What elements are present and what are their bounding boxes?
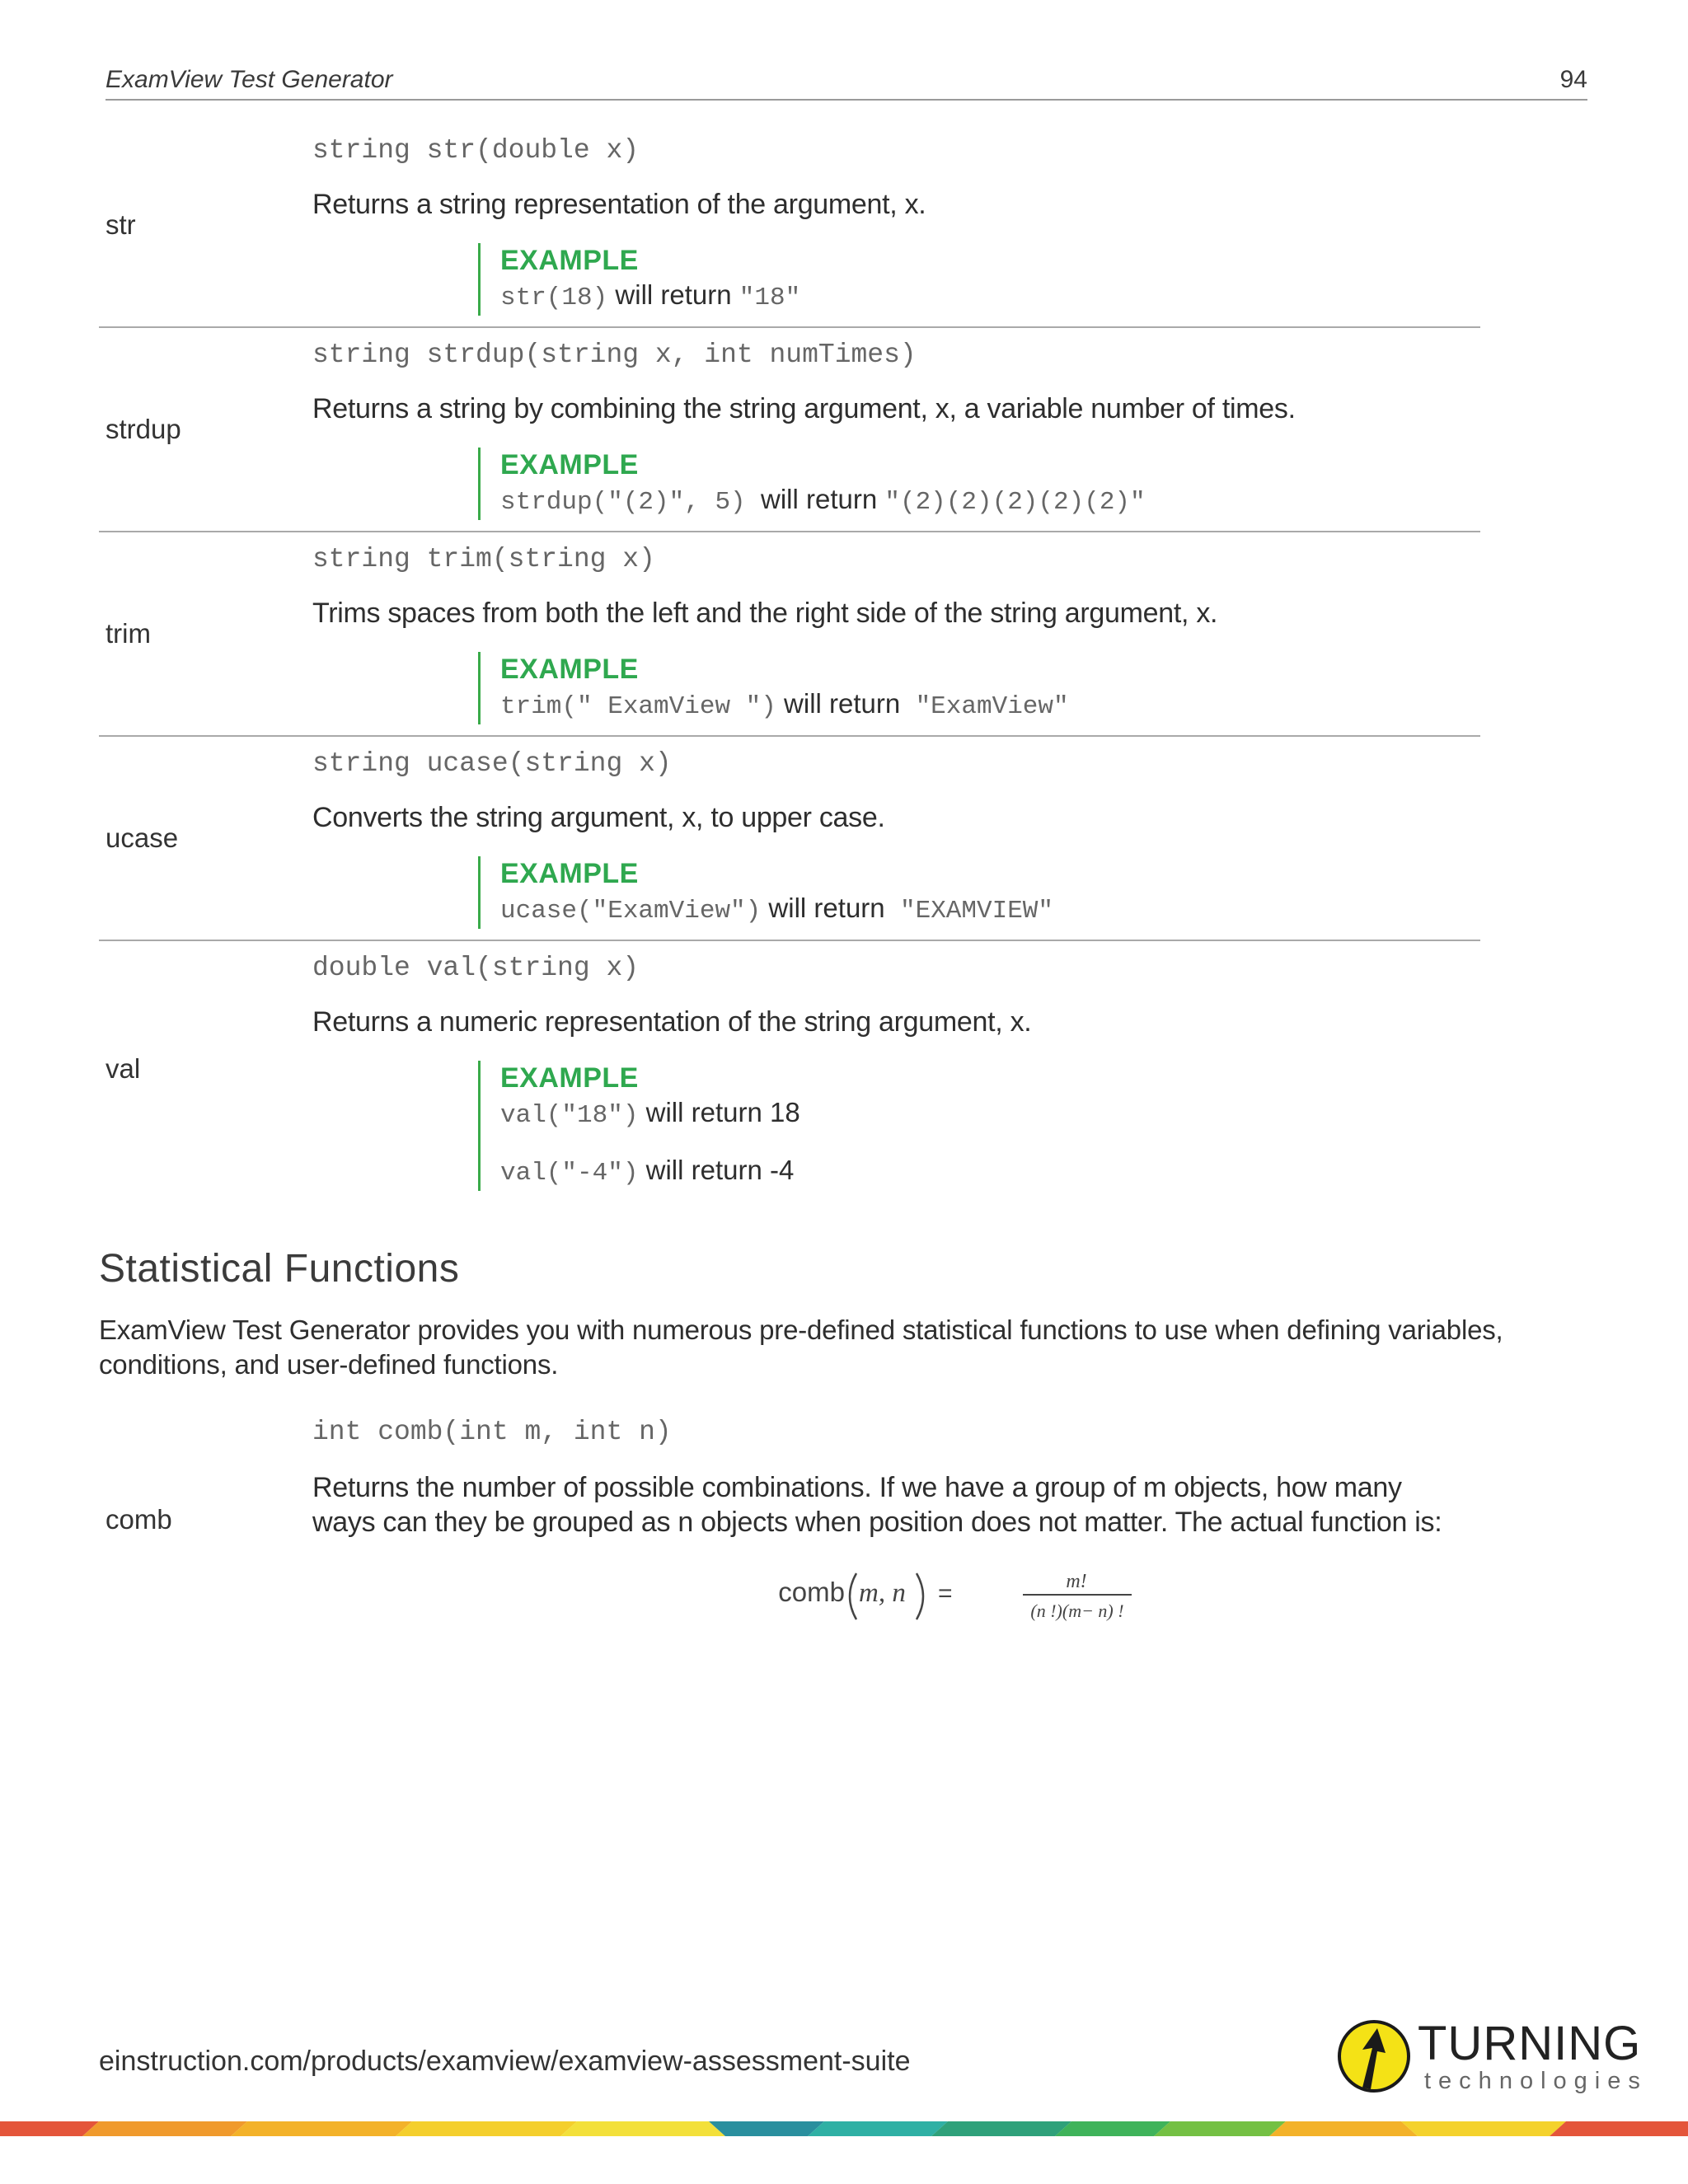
function-row-comb xyxy=(99,1405,1480,1644)
function-description: Returns a string representation of the argument, x. xyxy=(312,189,926,220)
section-intro-paragraph: ExamView Test Generator provides you with numerous pre-defined statistical functions to use when defining variables, conditions, and user-defined functions. xyxy=(99,1315,1503,1380)
function-name: strdup xyxy=(106,414,181,444)
function-signature: string strdup(string x, int numTimes) xyxy=(312,340,917,370)
function-name: comb xyxy=(106,1504,172,1535)
example-label: EXAMPLE xyxy=(500,654,639,685)
document-title: ExamView Test Generator xyxy=(106,66,393,93)
function-row-ucase xyxy=(99,737,1480,941)
example-text: will return xyxy=(776,688,916,719)
function-row-str xyxy=(99,124,1480,328)
function-description: Returns a string by combining the string argument, x, a variable number of times. xyxy=(312,393,1296,424)
example-box xyxy=(478,1061,800,1191)
section-heading: Statistical Functions xyxy=(99,1247,460,1291)
example-result: "18" xyxy=(738,284,801,312)
example-box xyxy=(478,243,800,316)
function-signature: int comb(int m, int n) xyxy=(312,1417,672,1447)
example-line xyxy=(500,482,1146,520)
page-header xyxy=(106,66,1587,101)
example-result: "(2)(2)(2)(2)(2)" xyxy=(884,488,1146,517)
example-text: will return xyxy=(761,893,900,923)
example-box xyxy=(478,856,1053,929)
example-line xyxy=(500,278,800,316)
example-code: strdup("(2)", 5) xyxy=(500,488,746,517)
function-description: Returns the number of possible combinations. If we have a group of m objects, how many ways can they be grouped as n objects when position does not matter. The actual function is: xyxy=(312,1472,1442,1538)
arrow-icon xyxy=(1338,2020,1410,2093)
page-number: 94 xyxy=(1559,66,1587,93)
example-box xyxy=(478,448,1146,520)
function-name: str xyxy=(106,209,136,240)
example-text: will return 18 xyxy=(638,1097,800,1127)
decorative-color-stripe xyxy=(0,2116,1688,2139)
function-signature: double val(string x) xyxy=(312,953,640,983)
formula-arguments: m, n xyxy=(859,1578,906,1608)
logo-wordmark: TURNING xyxy=(1418,2017,1642,2070)
formula-function-name: comb xyxy=(778,1577,845,1607)
function-table xyxy=(99,124,1480,1197)
formula-numerator: m! xyxy=(1066,1571,1087,1592)
function-name: trim xyxy=(106,618,151,649)
formula-equals: = xyxy=(938,1580,953,1607)
example-code: val("-4") xyxy=(500,1159,639,1188)
function-signature: string ucase(string x) xyxy=(312,748,672,779)
example-line xyxy=(500,891,1053,929)
function-signature: string str(double x) xyxy=(312,135,640,166)
example-label: EXAMPLE xyxy=(500,245,639,276)
example-result: "EXAMVIEW" xyxy=(899,897,1054,926)
function-row-trim xyxy=(99,532,1480,737)
example-box xyxy=(478,652,1069,724)
function-name: ucase xyxy=(106,823,179,853)
formula-left-paren xyxy=(850,1573,856,1619)
example-label: EXAMPLE xyxy=(500,858,639,889)
example-text: will return -4 xyxy=(638,1155,795,1185)
function-name: val xyxy=(106,1053,141,1084)
example-text: will return xyxy=(607,279,739,310)
example-code: trim(" ExamView ") xyxy=(500,692,776,721)
function-description: Trims spaces from both the left and the right side of the string argument, x. xyxy=(312,598,1218,629)
example-line xyxy=(500,1095,800,1133)
example-label: EXAMPLE xyxy=(500,449,639,480)
example-code: ucase("ExamView") xyxy=(500,897,762,926)
example-text: will return xyxy=(745,484,885,514)
logo-subtext: technologies xyxy=(1424,2068,1648,2094)
function-description: Returns a numeric representation of the string argument, x. xyxy=(312,1006,1032,1038)
footer-url[interactable]: einstruction.com/products/examview/examview-assessment-suite xyxy=(99,2046,911,2077)
example-code: str(18) xyxy=(500,284,608,312)
example-line xyxy=(500,1153,800,1191)
example-result: "ExamView" xyxy=(915,692,1069,721)
turning-technologies-logo xyxy=(1335,2018,1648,2100)
formula-denominator: (n !)(m− n) ! xyxy=(1030,1601,1124,1621)
function-row-val xyxy=(99,941,1480,1197)
example-line xyxy=(500,687,1069,724)
example-label: EXAMPLE xyxy=(500,1062,639,1094)
comb-formula xyxy=(746,1562,1133,1628)
formula-right-paren xyxy=(917,1573,923,1619)
function-description: Converts the string argument, x, to upper case. xyxy=(312,802,885,833)
function-row-strdup xyxy=(99,328,1480,532)
example-code: val("18") xyxy=(500,1101,639,1130)
function-signature: string trim(string x) xyxy=(312,544,655,574)
